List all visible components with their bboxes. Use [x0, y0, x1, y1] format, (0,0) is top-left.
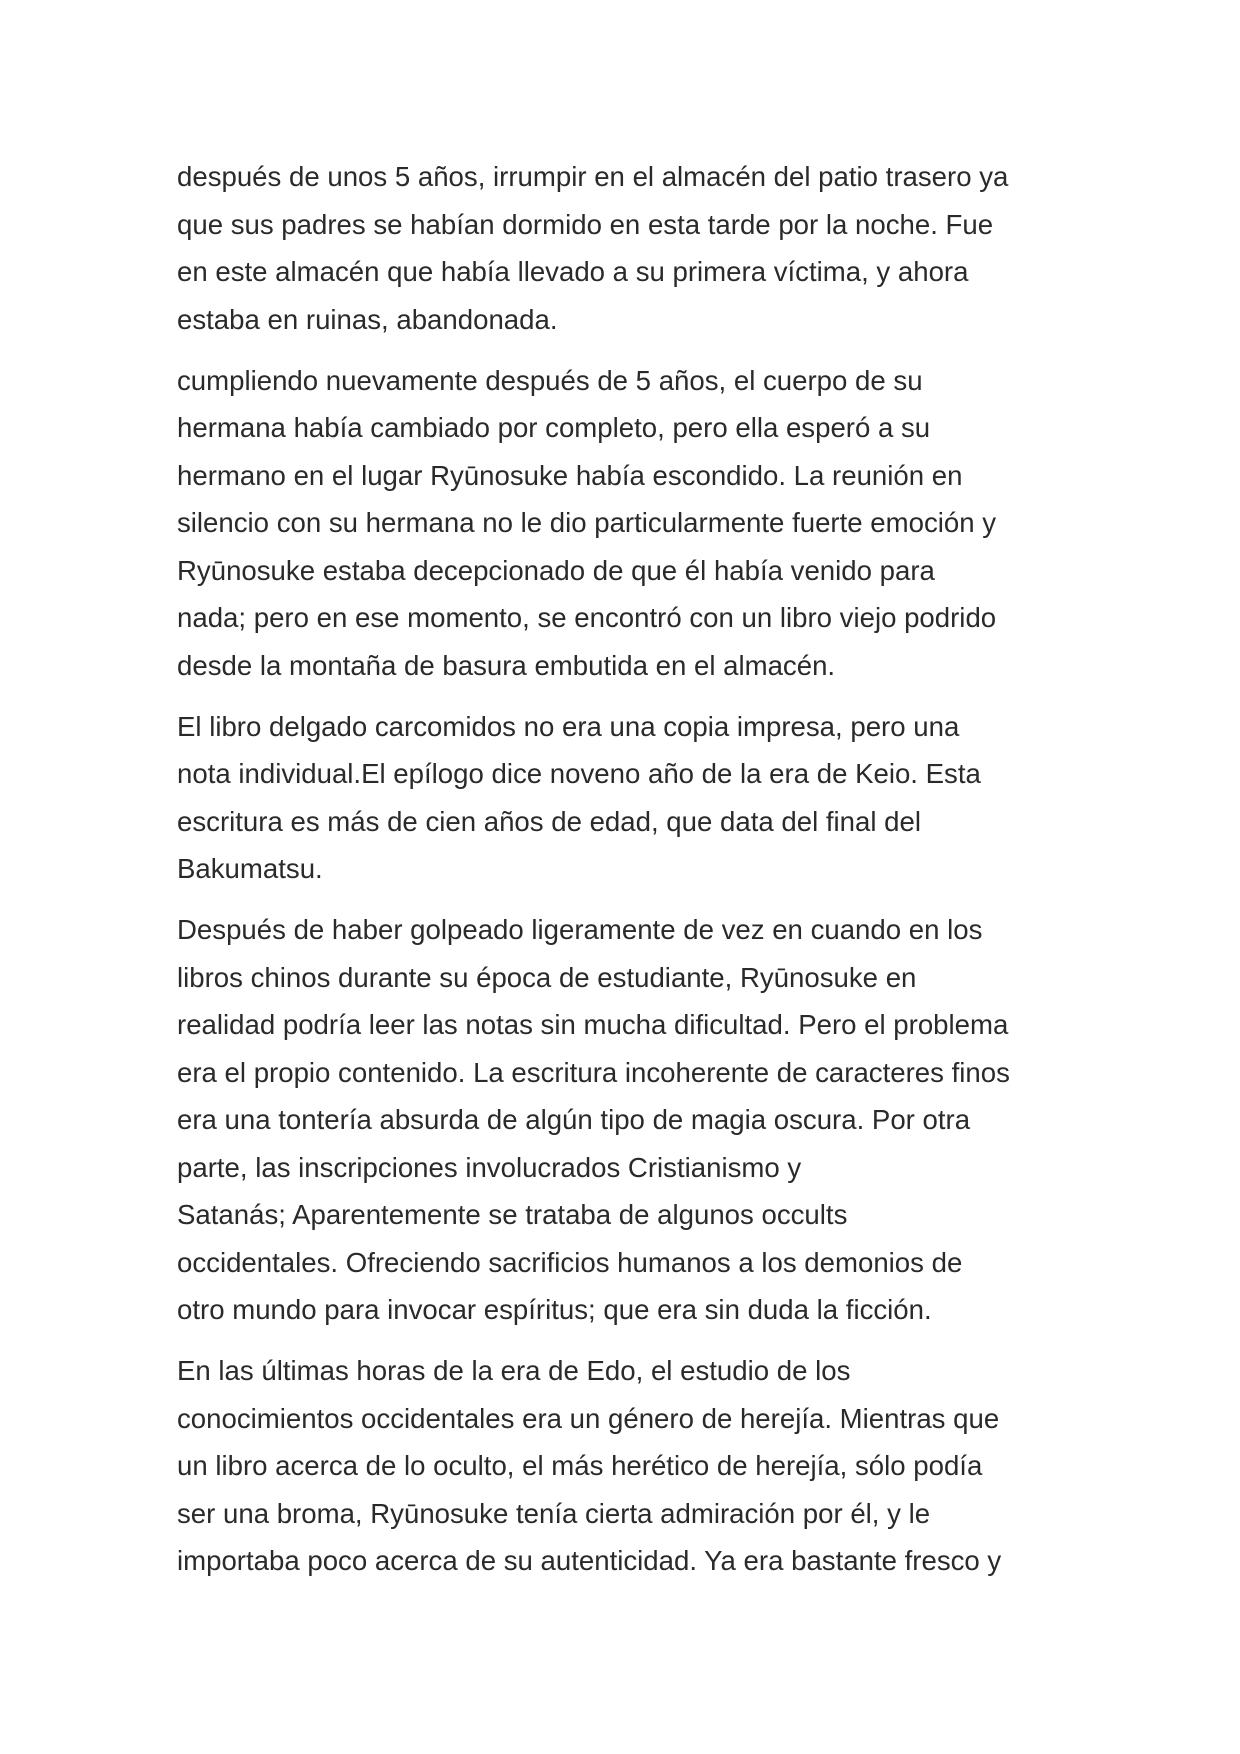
text-line: En las últimas horas de la era de Edo, el estudio de los	[177, 1355, 851, 1386]
paragraph	[177, 703, 1077, 893]
text-line: nada; pero en ese momento, se encontró con un libro viejo podrido	[177, 602, 997, 633]
text-line: desde la montaña de basura embutida en el almacén.	[177, 649, 836, 681]
document-body	[177, 153, 1077, 1598]
paragraph	[177, 153, 1077, 343]
paragraph	[177, 906, 1077, 1334]
text-line: escritura es más de cien años de edad, que data del final del	[177, 805, 921, 837]
text-line: estaba en ruinas, abandonada.	[177, 303, 558, 335]
text-line: era el propio contenido. La escritura incoherente de caracteres finos	[177, 1056, 1010, 1088]
text-line: occidentales. Ofreciendo sacrificios humanos a los demonios de	[177, 1246, 963, 1278]
text-line: Después de haber golpeado ligeramente de vez en cuando en los	[177, 914, 983, 945]
text-line: otro mundo para invocar espíritus; que era sin duda la ficción.	[177, 1294, 932, 1325]
text-line: Satanás; Aparentemente se trataba de algunos occults	[177, 1199, 848, 1230]
text-line: Bakumatsu.	[177, 853, 323, 884]
text-line: parte, las inscripciones involucrados Cristianismo y	[177, 1151, 802, 1183]
text-line: nota individual.El epílogo dice noveno año de la era de Keio. Esta	[177, 758, 981, 789]
text-line: que sus padres se habían dormido en esta tarde por la noche. Fue	[177, 208, 994, 240]
text-line: en este almacén que había llevado a su primera víctima, y ahora	[177, 256, 969, 287]
text-line: libros chinos durante su época de estudiante, Ryūnosuke en	[177, 961, 917, 993]
text-line: era una tontería absurda de algún tipo de magia oscura. Por otra	[177, 1104, 971, 1135]
text-line: importaba poco acerca de su autenticidad. Ya era bastante fresco y	[177, 1545, 1002, 1576]
text-line: cumpliendo nuevamente después de 5 años, el cuerpo de su	[177, 364, 923, 396]
paragraph	[177, 1347, 1077, 1585]
text-line: Ryūnosuke estaba decepcionado de que él había venido para	[177, 554, 935, 586]
text-line: realidad podría leer las notas sin mucha dificultad. Pero el problema	[177, 1009, 1009, 1040]
text-line: hermano en el lugar Ryūnosuke había escondido. La reunión en	[177, 459, 963, 491]
text-line: un libro acerca de lo oculto, el más herético de herejía, sólo podía	[177, 1450, 983, 1481]
text-line: hermana había cambiado por completo, pero ella esperó a su	[177, 412, 931, 443]
text-line: después de unos 5 años, irrumpir en el almacén del patio trasero ya	[177, 161, 1009, 192]
text-line: conocimientos occidentales era un género de herejía. Mientras que	[177, 1402, 1000, 1434]
text-line: El libro delgado carcomidos no era una copia impresa, pero una	[177, 710, 960, 742]
text-line: ser una broma, Ryūnosuke tenía cierta admiración por él, y le	[177, 1497, 931, 1529]
text-line: silencio con su hermana no le dio particularmente fuerte emoción y	[177, 507, 997, 538]
paragraph	[177, 357, 1077, 690]
